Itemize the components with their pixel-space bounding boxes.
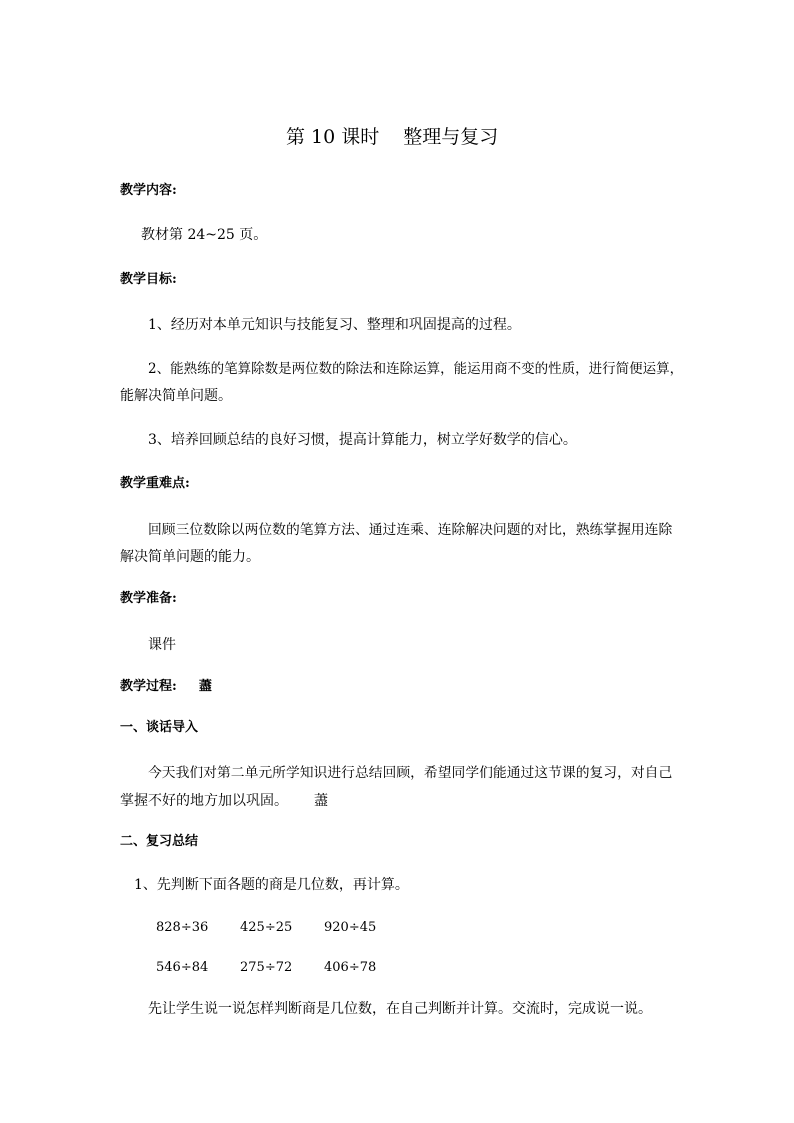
exercise-row-2-item-3: 406÷78 — [324, 960, 377, 975]
heading-key-points: 教学重难点: — [120, 476, 190, 491]
goal-2-line-2: 能解决简单问题。 — [120, 388, 232, 404]
lesson-title — [286, 126, 498, 148]
teacher-note: 先让学生说一说怎样判断商是几位数，在自己判断并计算。交流时，完成说一说。 — [148, 1001, 652, 1017]
heading-teaching-content: 教学内容: — [120, 183, 177, 198]
teaching-content-text: 教材第 24~25 页。 — [141, 227, 268, 243]
goal-3: 3、培养回顾总结的良好习惯，提高计算能力，树立学好数学的信心。 — [148, 432, 577, 448]
exercise-row-1-item-1: 828÷36 — [156, 920, 209, 935]
key-points-line-1: 回顾三位数除以两位数的笔算方法、通过连乘、连除解决问题的对比，熟练掌握用连除 — [148, 522, 673, 538]
section-2-heading: 二、复习总结 — [120, 834, 199, 849]
exercise-row-1-item-2: 425÷25 — [240, 920, 293, 935]
intro-mark: 藎 — [314, 793, 328, 809]
intro-line-1: 今天我们对第二单元所学知识进行总结回顾，希望同学们能通过这节课的复习，对自己 — [148, 765, 673, 781]
heading-teaching-goals: 教学目标: — [120, 272, 177, 287]
process-mark: 藎 — [198, 679, 212, 694]
exercise-1-instruction: 1、先判断下面各题的商是几位数，再计算。 — [134, 877, 409, 893]
preparation-text: 课件 — [148, 637, 176, 653]
exercise-row-1-item-3: 920÷45 — [324, 920, 377, 935]
exercise-row-2-item-2: 275÷72 — [240, 960, 293, 975]
title-lesson-number: 第 10 课时 — [286, 126, 380, 148]
intro-line-2 — [120, 793, 328, 809]
heading-teaching-process — [120, 679, 212, 695]
section-1-heading: 一、谈话导入 — [120, 720, 199, 735]
goal-1: 1、经历对本单元知识与技能复习、整理和巩固提高的过程。 — [148, 317, 521, 333]
teaching-process-label: 教学过程: — [120, 679, 177, 694]
title-topic: 整理与复习 — [403, 126, 499, 148]
intro-line-2-text: 掌握不好的地方加以巩固。 — [120, 793, 288, 809]
exercise-row-2-item-1: 546÷84 — [156, 960, 209, 975]
key-points-line-2: 解决简单问题的能力。 — [120, 549, 260, 565]
heading-preparation: 教学准备: — [120, 591, 177, 606]
goal-2-line-1: 2、能熟练的笔算除数是两位数的除法和连除运算，能运用商不变的性质，进行简便运算， — [148, 361, 684, 377]
